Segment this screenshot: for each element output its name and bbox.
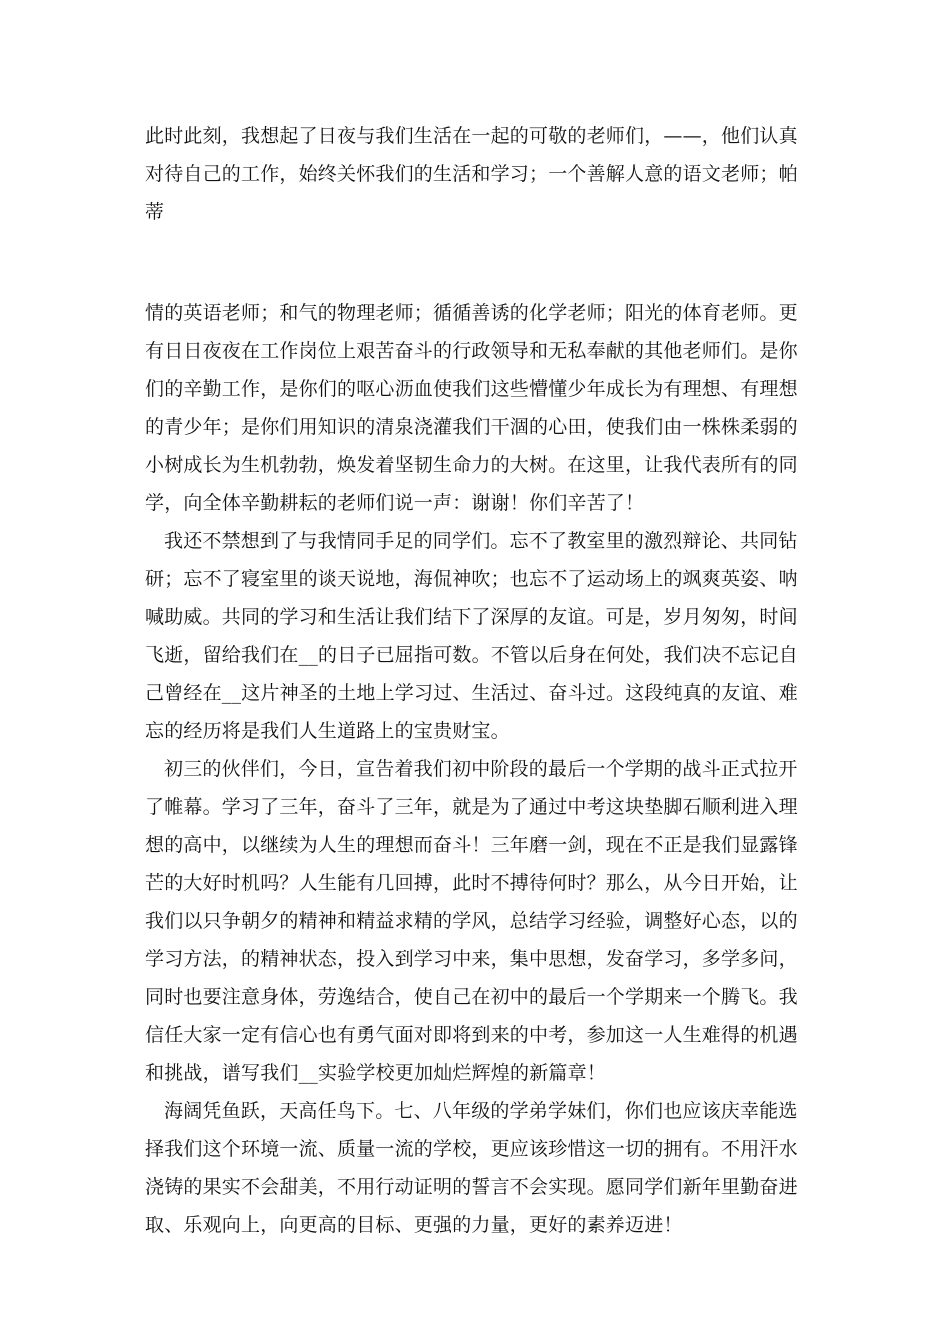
text-line: 芒的大好时机吗？人生能有几回搏，此时不搏待何时？那么，从今日开始，让: [145, 872, 798, 894]
text-line: 海阔凭鱼跃，天高任鸟下。七、八年级的学弟学妹们，你们也应该庆幸能选: [164, 1100, 798, 1122]
text-line: 对待自己的工作，始终关怀我们的生活和学习；一个善解人意的语文老师；帕: [145, 163, 798, 185]
text-line: 蒂: [145, 201, 165, 223]
text-line: 情的英语老师；和气的物理老师；循循善诱的化学老师；阳光的体育老师。更: [145, 302, 798, 324]
text-line: 信任大家一定有信心也有勇气面对即将到来的中考，参加这一人生难得的机遇: [145, 1024, 798, 1046]
text-line: 研；忘不了寝室里的谈天说地，海侃神吹；也忘不了运动场上的飒爽英姿、呐: [145, 568, 798, 590]
text-line: 的青少年；是你们用知识的清泉浇灌我们干涸的心田，使我们由一株株柔弱的: [145, 416, 798, 438]
text-line: 有日日夜夜在工作岗位上艰苦奋斗的行政领导和无私奉献的其他老师们。是你: [145, 340, 798, 362]
text-line: 飞逝，留给我们在__的日子已屈指可数。不管以后身在何处，我们决不忘记自: [145, 644, 799, 666]
text-line: 己曾经在__这片神圣的土地上学习过、生活过、奋斗过。这段纯真的友谊、难: [145, 682, 799, 704]
text-line: 初三的伙伴们，今日，宣告着我们初中阶段的最后一个学期的战斗正式拉开: [164, 758, 798, 780]
text-line: 择我们这个环境一流、质量一流的学校，更应该珍惜这一切的拥有。不用汗水: [145, 1138, 798, 1160]
text-line: 我们以只争朝夕的精神和精益求精的学风，总结学习经验，调整好心态，以的: [145, 910, 798, 932]
text-line: 们的辛勤工作，是你们的呕心沥血使我们这些懵懂少年成长为有理想、有理想: [145, 378, 798, 400]
text-line: 取、乐观向上，向更高的目标、更强的力量，更好的素养迈进！: [145, 1214, 683, 1236]
text-line: 我还不禁想到了与我情同手足的同学们。忘不了教室里的激烈辩论、共同钻: [164, 530, 798, 552]
paragraph-teachers-intro: [145, 117, 805, 231]
text-line: 和挑战，谱写我们__实验学校更加灿烂辉煌的新篇章！: [145, 1062, 607, 1084]
text-line: 想的高中，以继续为人生的理想而奋斗！三年磨一剑，现在不正是我们显露锋: [145, 834, 798, 856]
text-line: 学，向全体辛勤耕耘的老师们说一声：谢谢！你们辛苦了！: [145, 492, 645, 514]
text-line: 此时此刻，我想起了日夜与我们生活在一起的可敬的老师们，——，他们认真: [145, 125, 798, 147]
text-line: 忘的经历将是我们人生道路上的宝贵财宝。: [145, 720, 510, 742]
text-line: 喊助威。共同的学习和生活让我们结下了深厚的友谊。可是，岁月匆匆，时间: [145, 606, 798, 628]
paragraph-body: [145, 294, 805, 1244]
text-line: 小树成长为生机勃勃，焕发着坚韧生命力的大树。在这里，让我代表所有的同: [145, 454, 798, 476]
text-line: 了帷幕。学习了三年，奋斗了三年，就是为了通过中考这块垫脚石顺利进入理: [145, 796, 798, 818]
text-line: 同时也要注意身体，劳逸结合，使自己在初中的最后一个学期来一个腾飞。我: [145, 986, 798, 1008]
text-line: 学习方法，的精神状态，投入到学习中来，集中思想，发奋学习，多学多问，: [145, 948, 798, 970]
text-line: 浇铸的果实不会甜美，不用行动证明的誓言不会实现。愿同学们新年里勤奋进: [145, 1176, 798, 1198]
